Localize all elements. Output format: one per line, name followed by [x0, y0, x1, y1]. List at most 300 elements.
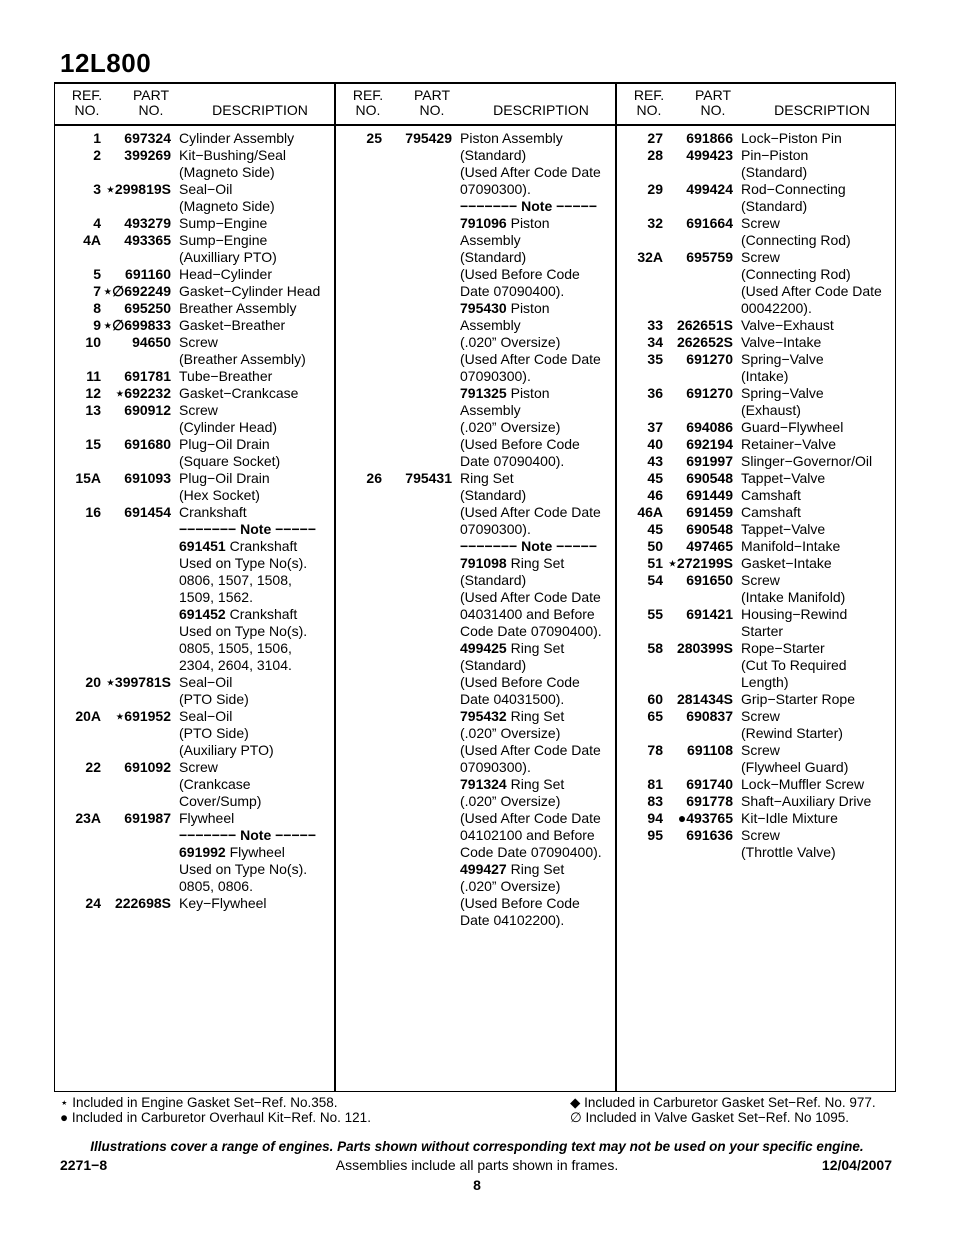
ref-number: 45 — [647, 521, 663, 537]
table-row — [55, 215, 335, 232]
ref-number — [617, 589, 663, 606]
part-description: Gasket−Cylinder Head — [179, 283, 321, 299]
ref-number — [336, 640, 382, 657]
part-description: (Used After Code Date — [460, 351, 601, 367]
part-number: 691680 — [124, 436, 171, 452]
part-description: (.020” Oversize) — [460, 793, 561, 809]
part-description: Gasket−Intake — [741, 555, 832, 571]
part-number — [382, 657, 460, 674]
table-row — [336, 317, 616, 334]
part-number — [101, 793, 179, 810]
part-description: 1509, 1562. — [179, 589, 253, 605]
part-number — [101, 606, 179, 623]
ref-number: 78 — [647, 742, 663, 758]
part-number — [101, 521, 179, 538]
part-number — [663, 589, 741, 606]
part-number — [101, 844, 179, 861]
table-row — [617, 674, 897, 691]
part-number — [663, 198, 741, 215]
part-description: Length) — [741, 674, 789, 690]
ref-number: 36 — [647, 385, 663, 401]
page-number: 8 — [473, 1177, 481, 1193]
part-description — [460, 640, 616, 657]
ref-number: 33 — [647, 317, 663, 333]
part-number — [663, 283, 741, 300]
table-row — [55, 827, 335, 844]
ref-number — [336, 419, 382, 436]
part-number — [663, 844, 741, 861]
table-row — [336, 283, 616, 300]
part-description: 0806, 1507, 1508, — [179, 572, 292, 588]
table-row — [55, 147, 335, 164]
part-number — [382, 555, 460, 572]
part-number — [382, 538, 460, 555]
ref-number: 32 — [647, 215, 663, 231]
part-description: Key−Flywheel — [179, 895, 267, 911]
part-number — [663, 674, 741, 691]
description-header: DESCRIPTION — [212, 102, 308, 118]
note-separator: −−−−−−− Note −−−−− — [179, 521, 316, 537]
part-description: Used on Type No(s). — [179, 861, 308, 877]
table-row — [55, 283, 335, 300]
part-description: (Connecting Rod) — [741, 232, 851, 248]
table-row — [617, 249, 897, 266]
table-row — [55, 385, 335, 402]
part-description: Valve−Exhaust — [741, 317, 834, 333]
table-row — [617, 419, 897, 436]
part-description: Screw — [741, 572, 780, 588]
parts-column-2 — [336, 84, 616, 1091]
ref-number: 10 — [85, 334, 101, 350]
ref-number — [336, 147, 382, 164]
alt-part-number: 791325 — [460, 385, 507, 401]
table-row — [336, 419, 616, 436]
table-row — [617, 657, 897, 674]
part-description: (Intake) — [741, 368, 789, 384]
part-number — [382, 861, 460, 878]
part-description: Date 07090400). — [460, 283, 565, 299]
ref-number: 3 — [93, 181, 101, 197]
part-number — [382, 266, 460, 283]
part-description — [460, 385, 616, 402]
part-description: (Standard) — [460, 249, 527, 265]
part-number: 697324 — [124, 130, 171, 146]
part-description: Camshaft — [741, 504, 801, 520]
ref-number: 37 — [647, 419, 663, 435]
ref-number — [336, 300, 382, 317]
part-description: Screw — [179, 759, 218, 775]
ref-number: 94 — [647, 810, 663, 826]
part-description: (Flywheel Guard) — [741, 759, 849, 775]
ref-number — [336, 793, 382, 810]
table-row — [617, 130, 897, 147]
ref-number: 5 — [93, 266, 101, 282]
part-description: (Used Before Code — [460, 436, 580, 452]
ref-header-line2: NO. — [355, 102, 381, 118]
part-number — [101, 827, 179, 844]
table-row — [336, 147, 616, 164]
table-row — [617, 708, 897, 725]
part-number — [382, 742, 460, 759]
part-number — [101, 164, 179, 181]
part-description: (.020” Oversize) — [460, 725, 561, 741]
ref-number: 4 — [93, 215, 101, 231]
ref-number: 13 — [85, 402, 101, 418]
table-row — [617, 793, 897, 810]
footnote: ● Included in Carburetor Overhaul Kit−Ref. No. 121. — [60, 1110, 371, 1125]
part-description: Code Date 07090400). — [460, 623, 602, 639]
part-number — [382, 878, 460, 895]
table-row — [617, 317, 897, 334]
ref-number — [336, 708, 382, 725]
part-number — [663, 232, 741, 249]
table-row — [617, 589, 897, 606]
table-row — [55, 402, 335, 419]
alt-part-number: 499425 — [460, 640, 507, 656]
part-number — [382, 674, 460, 691]
part-description: Screw — [741, 249, 780, 265]
table-row — [617, 606, 897, 623]
table-row — [617, 198, 897, 215]
ref-number — [55, 419, 101, 436]
part-number: 493365 — [124, 232, 171, 248]
ref-number — [336, 912, 382, 929]
part-description: (Rewind Starter) — [741, 725, 843, 741]
part-description: Valve−Intake — [741, 334, 822, 350]
ref-number — [336, 368, 382, 385]
part-number: 94650 — [132, 334, 171, 350]
part-description: Flywheel — [179, 810, 235, 826]
ref-number: 35 — [647, 351, 663, 367]
table-row — [336, 351, 616, 368]
ref-number — [617, 623, 663, 640]
table-row — [617, 640, 897, 657]
table-row — [617, 368, 897, 385]
part-header-line1: PART — [132, 87, 170, 103]
ref-number: 65 — [647, 708, 663, 724]
part-number: 691740 — [686, 776, 733, 792]
part-number — [101, 640, 179, 657]
part-description — [460, 708, 616, 725]
table-row — [55, 572, 335, 589]
alt-part-description: Ring Set — [506, 555, 565, 571]
ref-number: 12 — [85, 385, 101, 401]
table-row — [55, 759, 335, 776]
ref-number — [336, 810, 382, 827]
table-row — [55, 606, 335, 623]
part-number — [101, 742, 179, 759]
part-description: Used on Type No(s). — [179, 623, 308, 639]
alt-part-number: 795432 — [460, 708, 507, 724]
part-number — [101, 351, 179, 368]
table-row — [336, 572, 616, 589]
part-number — [382, 521, 460, 538]
ref-number: 20A — [75, 708, 101, 724]
part-description: Retainer−Valve — [741, 436, 837, 452]
ref-header-line2: NO. — [74, 102, 100, 118]
part-number: 691987 — [124, 810, 171, 826]
part-number: 691093 — [124, 470, 171, 486]
part-number: 493279 — [124, 215, 171, 231]
alt-part-description: Flywheel — [225, 844, 285, 860]
table-row — [336, 385, 616, 402]
ref-number — [617, 164, 663, 181]
ref-number: 20 — [85, 674, 101, 690]
part-number: 692194 — [686, 436, 733, 452]
table-row — [336, 555, 616, 572]
part-description: 04031400 and Before — [460, 606, 595, 622]
ref-number: 16 — [85, 504, 101, 520]
ref-header-line1: REF. — [633, 87, 665, 103]
part-number: ⋆399781S — [106, 674, 171, 690]
part-number: 691108 — [687, 742, 733, 758]
ref-number — [55, 606, 101, 623]
part-description: Seal−Oil — [179, 181, 233, 197]
part-number — [101, 861, 179, 878]
part-number: 399269 — [124, 147, 171, 163]
footnote: ∅ Included in Valve Gasket Set−Ref. No 1095. — [570, 1110, 850, 1125]
part-number — [382, 368, 460, 385]
table-row — [336, 453, 616, 470]
part-description: Screw — [179, 334, 218, 350]
part-number: ●493765 — [677, 810, 733, 826]
part-number — [382, 300, 460, 317]
part-number — [382, 453, 460, 470]
part-description: Assembly — [460, 317, 521, 333]
ref-number — [55, 572, 101, 589]
part-number: 690912 — [124, 402, 171, 418]
part-number — [382, 232, 460, 249]
part-description: Screw — [741, 215, 780, 231]
table-row — [617, 623, 897, 640]
part-number: 691650 — [686, 572, 733, 588]
table-row — [55, 130, 335, 147]
table-row — [336, 623, 616, 640]
ref-number — [336, 198, 382, 215]
ref-number — [55, 487, 101, 504]
table-row — [336, 912, 616, 929]
alt-part-description: Ring Set — [506, 861, 565, 877]
part-number — [382, 436, 460, 453]
table-row — [336, 470, 616, 487]
part-number — [101, 776, 179, 793]
table-row — [617, 147, 897, 164]
part-description: (Auxilliary PTO) — [179, 249, 277, 265]
part-description: (Used After Code Date — [741, 283, 882, 299]
assemblies-note: Assemblies include all parts shown in frames. — [335, 1157, 619, 1173]
table-row — [617, 487, 897, 504]
part-description: Breather Assembly — [179, 300, 297, 316]
part-description: (Intake Manifold) — [741, 589, 846, 605]
alt-part-description: Crankshaft — [225, 606, 298, 622]
ref-number — [55, 623, 101, 640]
table-row — [617, 164, 897, 181]
part-number — [382, 640, 460, 657]
ref-number: 15A — [75, 470, 101, 486]
part-description: 07090300). — [460, 521, 531, 537]
part-number: 499423 — [686, 147, 733, 163]
table-row — [336, 708, 616, 725]
ref-number: 24 — [85, 895, 101, 911]
ref-number — [336, 266, 382, 283]
ref-number — [55, 453, 101, 470]
part-number: 695250 — [124, 300, 171, 316]
ref-header-line2: NO. — [636, 102, 662, 118]
note-separator: −−−−−−− Note −−−−− — [460, 538, 597, 554]
part-description: (Cylinder Head) — [179, 419, 278, 435]
ref-number — [336, 623, 382, 640]
table-row — [617, 538, 897, 555]
part-description: Tappet−Valve — [741, 470, 826, 486]
ref-number — [336, 504, 382, 521]
part-description: (Hex Socket) — [179, 487, 260, 503]
part-number — [382, 385, 460, 402]
table-row — [336, 759, 616, 776]
table-row — [336, 487, 616, 504]
alt-part-description: Piston — [506, 215, 550, 231]
part-description: Slinger−Governor/Oil — [741, 453, 873, 469]
part-number — [382, 283, 460, 300]
alt-part-number: 791324 — [460, 776, 507, 792]
part-description: (Magneto Side) — [179, 198, 275, 214]
ref-number — [617, 759, 663, 776]
part-description: Date 04031500). — [460, 691, 565, 707]
part-header-line1: PART — [694, 87, 732, 103]
part-number: 691781 — [124, 368, 171, 384]
part-description: (Throttle Valve) — [741, 844, 836, 860]
part-header-line2: NO. — [700, 102, 726, 118]
part-number: 281434S — [676, 691, 733, 707]
part-description: (Crankcase — [179, 776, 251, 792]
table-row — [336, 844, 616, 861]
ref-number — [55, 861, 101, 878]
part-number: ⋆272199S — [668, 555, 733, 571]
table-row — [617, 283, 897, 300]
alt-part-description: Ring Set — [506, 776, 565, 792]
part-number: 690837 — [686, 708, 733, 724]
part-description: Spring−Valve — [741, 385, 824, 401]
ref-number — [55, 198, 101, 215]
part-description: 07090300). — [460, 368, 531, 384]
table-row — [336, 402, 616, 419]
table-row — [55, 623, 335, 640]
table-row — [336, 198, 616, 215]
table-row — [336, 725, 616, 742]
part-description: (.020” Oversize) — [460, 419, 561, 435]
part-description — [179, 844, 335, 861]
table-row — [336, 334, 616, 351]
part-number — [382, 759, 460, 776]
ref-number — [55, 844, 101, 861]
table-row — [55, 691, 335, 708]
part-description: Assembly — [460, 232, 521, 248]
part-description: Guard−Flywheel — [741, 419, 844, 435]
part-number — [663, 164, 741, 181]
description-header: DESCRIPTION — [493, 102, 589, 118]
table-row — [336, 606, 616, 623]
part-description: (Used Before Code — [460, 266, 580, 282]
ref-number — [55, 555, 101, 572]
part-description: (Breather Assembly) — [179, 351, 306, 367]
ref-number: 50 — [647, 538, 663, 554]
part-description: Plug−Oil Drain — [179, 436, 270, 452]
part-description: Date 07090400). — [460, 453, 565, 469]
ref-number — [55, 793, 101, 810]
table-row — [55, 249, 335, 266]
ref-number: 51 — [647, 555, 663, 571]
part-number — [382, 725, 460, 742]
table-row — [55, 708, 335, 725]
part-description: (Standard) — [460, 572, 527, 588]
table-row — [55, 300, 335, 317]
ref-number: 29 — [647, 181, 663, 197]
part-description: Camshaft — [741, 487, 801, 503]
part-description: (Standard) — [460, 657, 527, 673]
ref-number — [336, 334, 382, 351]
part-description: (PTO Side) — [179, 691, 249, 707]
part-description: (.020” Oversize) — [460, 878, 561, 894]
part-number — [663, 725, 741, 742]
part-number — [382, 164, 460, 181]
part-description: 2304, 2604, 3104. — [179, 657, 292, 673]
part-number — [382, 623, 460, 640]
table-row — [336, 504, 616, 521]
table-row — [336, 589, 616, 606]
part-number — [101, 538, 179, 555]
alt-part-description: Crankshaft — [225, 538, 298, 554]
part-number: ⋆∅699833 — [103, 317, 171, 333]
note-separator: −−−−−−− Note −−−−− — [460, 198, 597, 214]
table-row — [336, 674, 616, 691]
ref-number — [617, 368, 663, 385]
ref-number — [336, 725, 382, 742]
part-description: (Cut To Required — [741, 657, 847, 673]
part-number: 691270 — [686, 351, 733, 367]
table-row — [336, 742, 616, 759]
table-row — [336, 181, 616, 198]
part-number — [663, 623, 741, 640]
table-row — [336, 657, 616, 674]
table-row — [55, 351, 335, 368]
parts-table — [54, 82, 896, 1092]
part-number — [663, 368, 741, 385]
table-row — [617, 742, 897, 759]
alt-part-description: Piston — [506, 300, 550, 316]
table-row — [617, 572, 897, 589]
table-row — [336, 521, 616, 538]
table-row — [55, 810, 335, 827]
part-number — [382, 844, 460, 861]
part-number — [382, 793, 460, 810]
ref-number: 7 — [93, 283, 101, 299]
table-row — [336, 215, 616, 232]
part-number — [382, 181, 460, 198]
part-number: 691160 — [125, 266, 171, 282]
ref-number — [336, 759, 382, 776]
part-description: Shaft−Auxiliary Drive — [741, 793, 872, 809]
part-description: Cover/Sump) — [179, 793, 262, 809]
part-number: 691866 — [686, 130, 733, 146]
footnotes-right — [570, 1095, 876, 1125]
part-number — [382, 487, 460, 504]
part-description: Kit−Idle Mixture — [741, 810, 838, 826]
table-row — [55, 198, 335, 215]
table-row — [336, 249, 616, 266]
table-row — [336, 895, 616, 912]
part-number — [663, 657, 741, 674]
ref-number: 1 — [93, 130, 101, 146]
parts-list — [336, 130, 616, 929]
